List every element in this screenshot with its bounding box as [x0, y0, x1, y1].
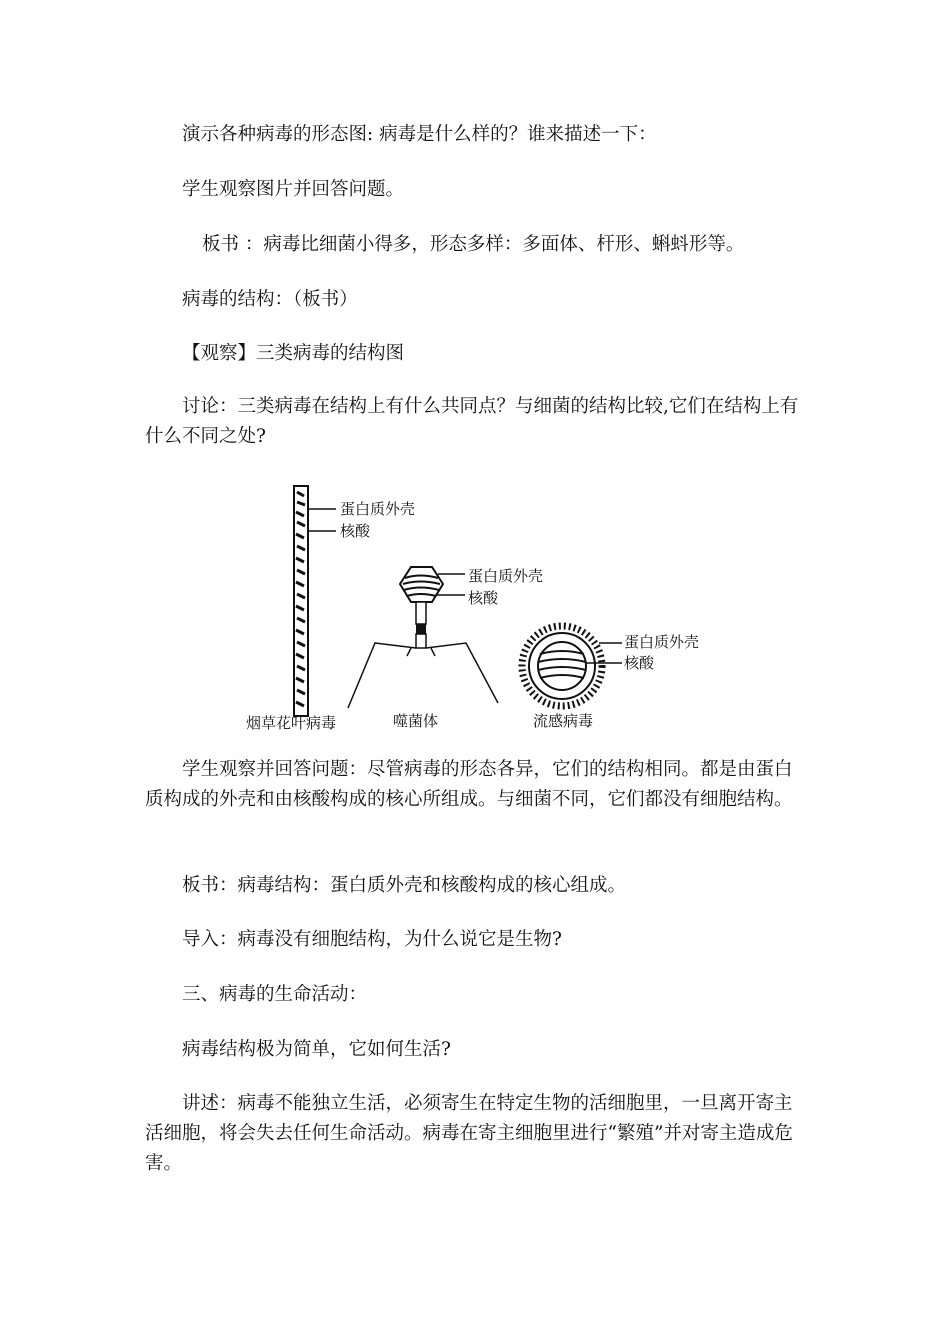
flu-name: 流感病毒: [533, 712, 594, 730]
tmv-core-label: 核酸: [340, 522, 371, 540]
phage-coat-label: 蛋白质外壳: [468, 567, 544, 585]
paragraph-8: 板书：病毒结构：蛋白质外壳和核酸构成的核心组成。: [182, 875, 627, 896]
paragraph-3: 板书 ：病毒比细菌小得多，形态多样：多面体、杆形、蝌蚪形等。: [202, 234, 745, 255]
tmv-illustration: [294, 486, 336, 716]
paragraph-10: 三、病毒的生命活动：: [182, 984, 368, 1005]
paragraph-7: 学生观察并回答问题：尽管病毒的形态各异，它们的结构相同。都是由蛋白质构成的外壳和由核酸构成的核心所组成。与细菌不同，它们都没有细胞结构。: [145, 759, 793, 810]
paragraph-12: 讲述：病毒不能独立生活，必须寄生在特定生物的活细胞里，一旦离开寄主活细胞，将会失去任何生命活动。病毒在寄主细胞里进行“繁殖”并对寄主造成危害。: [145, 1093, 793, 1174]
paragraph-2: 学生观察图片并回答问题。: [182, 179, 405, 200]
flu-core-label: 核酸: [624, 654, 655, 672]
paragraph-9: 导入：病毒没有细胞结构，为什么说它是生物?: [182, 929, 562, 950]
paragraph-11: 病毒结构极为简单，它如何生活?: [182, 1039, 451, 1060]
flu-coat-label: 蛋白质外壳: [624, 633, 700, 651]
paragraph-6: 讨论：三类病毒在结构上有什么共同点？与细菌的结构比较,它们在结构上有什么不同之处?: [145, 396, 799, 447]
paragraph-1: 演示各种病毒的形态图: 病毒是什么样的？谁来描述一下：: [182, 124, 657, 145]
phage-name: 噬菌体: [393, 712, 439, 730]
paragraph-5: 【观察】三类病毒的结构图: [182, 343, 405, 364]
paragraph-4: 病毒的结构：（板书）: [182, 289, 358, 310]
flu-illustration: [522, 626, 622, 706]
tmv-coat-label: 蛋白质外壳: [340, 500, 416, 518]
phage-core-label: 核酸: [468, 589, 499, 607]
virus-structure-figure: [240, 478, 720, 736]
tmv-name: 烟草花叶病毒: [246, 714, 337, 732]
